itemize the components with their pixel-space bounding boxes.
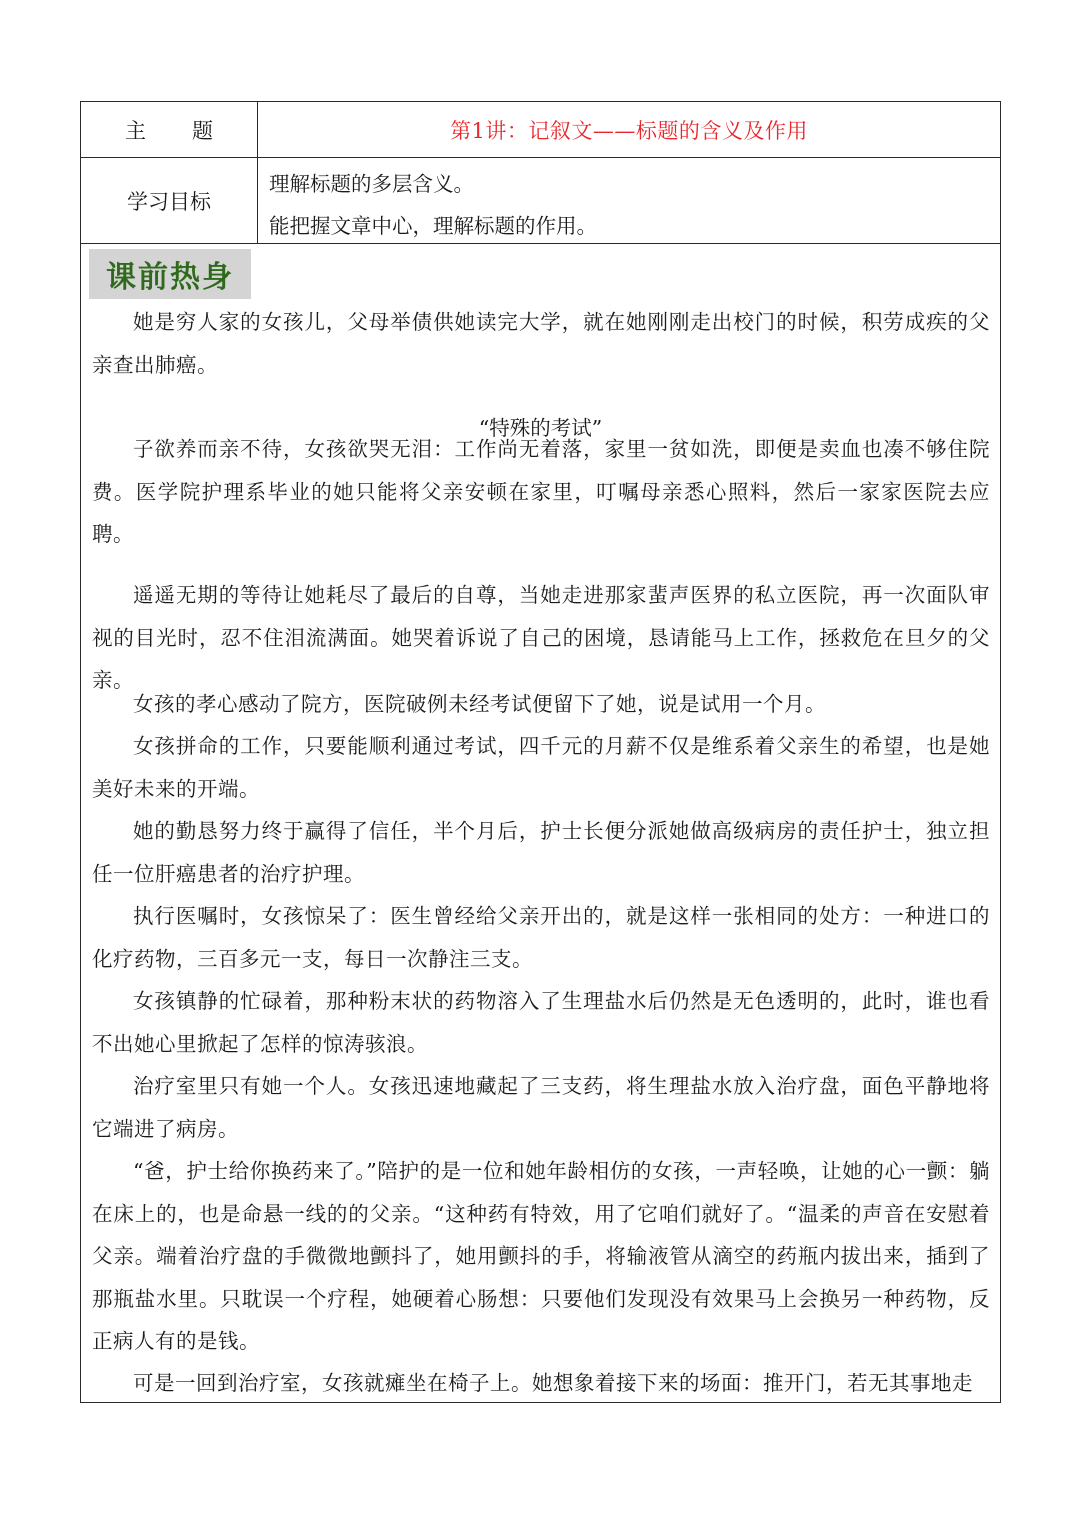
warmup-badge: 课前热身 [89,249,251,299]
goals-label-cell [81,158,258,243]
goals-label: 学习目标 [127,189,211,214]
paragraph-11: 可是一回到治疗室，女孩就瘫坐在椅子上。她想象着接下来的场面：推开门，若无其事地走 [133,1371,973,1395]
paragraph-6: 她的勤恳努力终于赢得了信任，半个月后，护士长便分派她做高级病房的责任护士，独立担任一位肝癌患者的治疗护理。 [92,819,990,886]
goals-value-cell [258,158,1000,243]
paragraph-10: “爸，护士给你换药来了。”陪护的是一位和她年龄相仿的女孩，一声轻唤，让她的心一颤：躺在床上的，也是命悬一线的的父亲。“这种药有特效，用了它咱们就好了。“温柔的声音在安慰着父亲。端着治疗盘的手微微地颤抖了，她用颤抖的手，将输液管从滴空的药瓶内拔出来，插到了那瓶盐水里。只耽误一个疗程，她硬着心肠想：只要他们发现没有效果马上会换另一种药物，反正病人有的是钱。 [92,1159,990,1353]
goal-item-1: 理解标题的多层含义。 [269,172,474,196]
subject-row [81,102,1000,158]
paragraph-3: 遥遥无期的等待让她耗尽了最后的自尊，当她走进那家蜚声医界的私立医院，再一次面队审视的目光时，忍不住泪流满面。她哭着诉说了自己的困境，恳请能马上工作，拯救危在旦夕的父亲。 [92,583,990,692]
paragraph-9: 治疗室里只有她一个人。女孩迅速地藏起了三支药，将生理盐水放入治疗盘，面色平静地将它端进了病房。 [92,1074,990,1141]
paragraph-5: 女孩拼命的工作，只要能顺利通过考试，四千元的月薪不仅是维系着父亲生的希望，也是她美好未来的开端。 [92,734,990,801]
paragraph-4: 女孩的孝心感动了院方，医院破例未经考试便留下了她，说是试用一个月。 [133,692,826,716]
lesson-title: 第1讲：记叙文——标题的含义及作用 [450,118,808,143]
paragraph-7: 执行医嘱时，女孩惊呆了：医生曾经给父亲开出的，就是这样一张相同的处方：一种进口的化疗药物，三百多元一支，每日一次静注三支。 [92,904,990,971]
subject-value-cell [258,102,1000,157]
paragraph-8: 女孩镇静的忙碌着，那种粉末状的药物溶入了生理盐水后仍然是无色透明的，此时，谁也看不出她心里掀起了怎样的惊涛骇浪。 [92,989,990,1056]
paragraph-2: 子欲养而亲不待，女孩欲哭无泪：工作尚无着落，家里一贫如洗，即便是卖血也凑不够住院费。医学院护理系毕业的她只能将父亲安顿在家里，叮嘱母亲悉心照料，然后一家家医院去应聘。 [92,437,990,546]
lesson-table [80,101,1001,1403]
article-title: “特殊的考试” [478,416,603,440]
goal-item-2: 能把握文章中心，理解标题的作用。 [269,214,597,238]
subject-label: 主题 [125,118,259,143]
subject-label-cell [81,102,258,157]
paragraph-1: 她是穷人家的女孩儿，父母举债供她读完大学，就在她刚刚走出校门的时候，积劳成疾的父亲查出肺癌。 [92,310,990,377]
goals-row [81,158,1000,244]
